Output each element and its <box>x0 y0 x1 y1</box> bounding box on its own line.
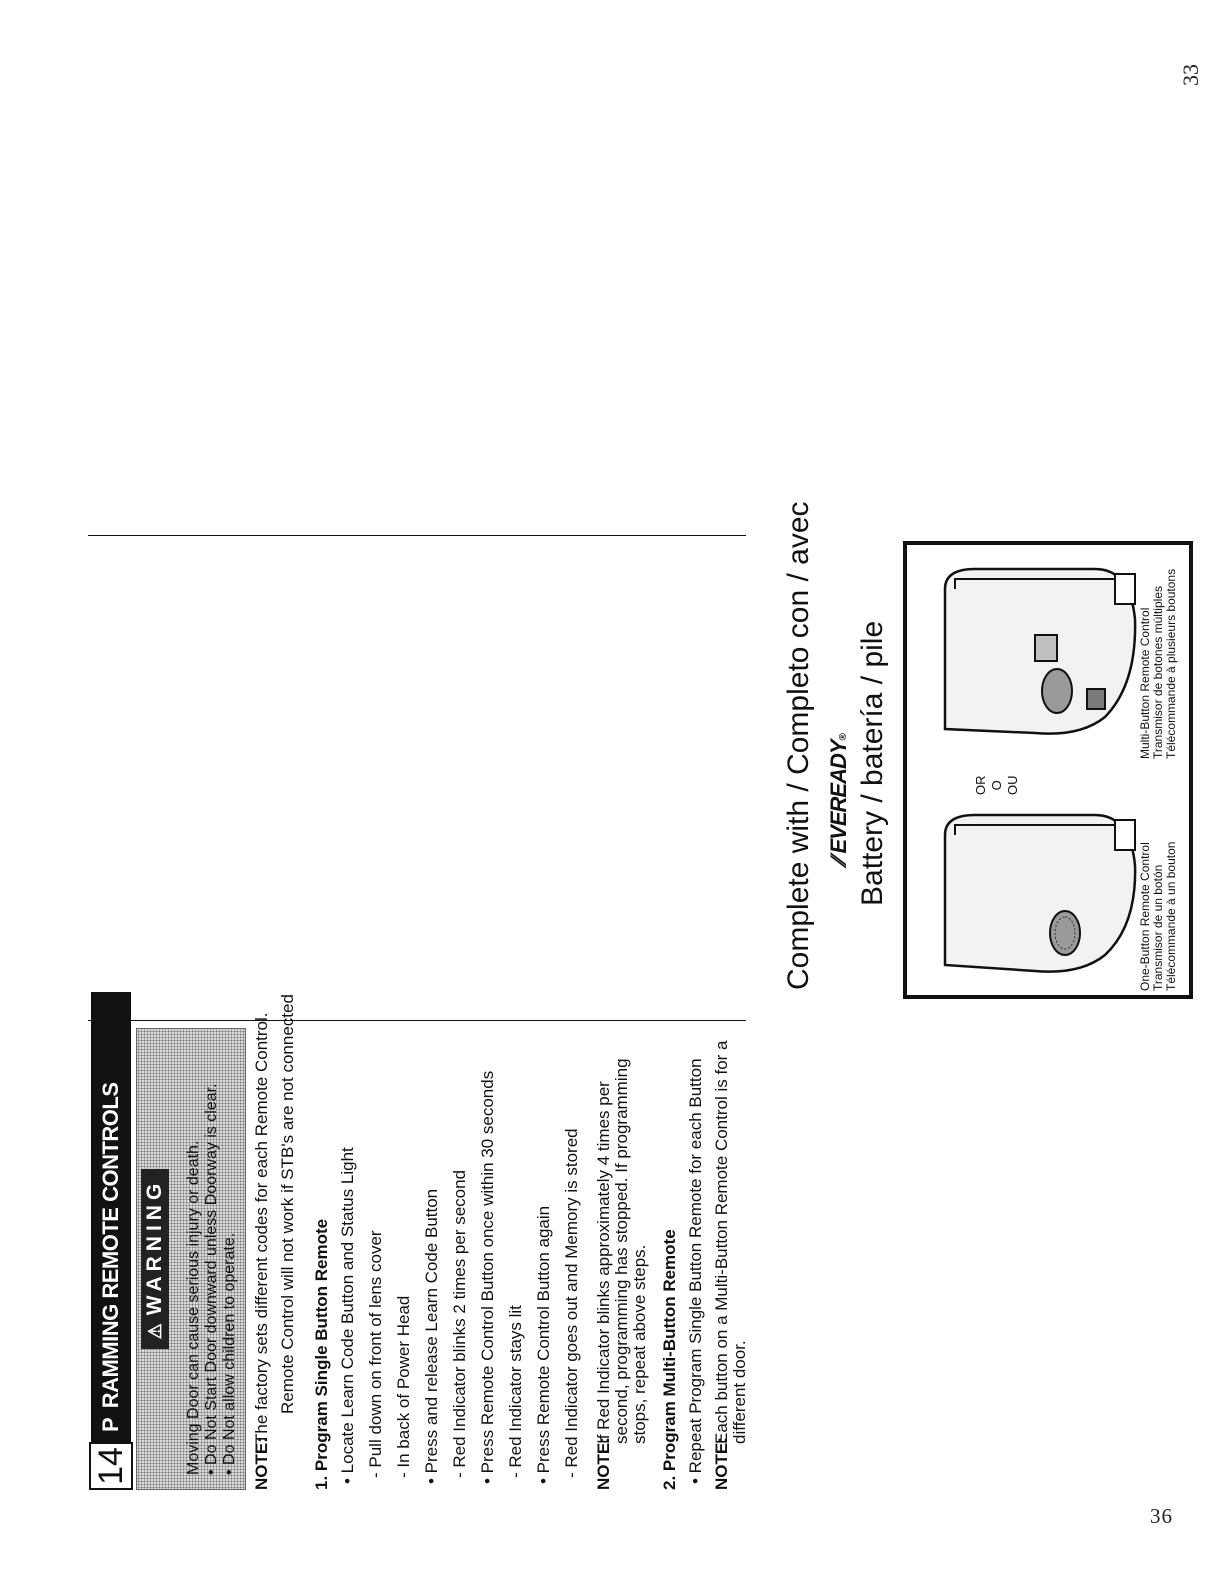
multi-button-caption: Multi-Button Remote Control Transmisor de botones múltiples Télécommande à plusieurs boutons <box>1138 568 1178 759</box>
note-text: stops, repeat above steps. <box>630 1244 649 1444</box>
warning-triangle-icon: ⚠ <box>144 1323 165 1340</box>
warning-title: WARNING <box>143 1178 166 1316</box>
list-item: - Pull down on front of lens cover <box>366 1230 385 1478</box>
list-item: - In back of Power Head <box>394 1295 413 1478</box>
note-text: second, programming has stopped. If programming <box>612 1058 631 1444</box>
eveready-mark-icon: ⁄⁄ <box>826 858 851 864</box>
list-item: • Press and release Learn Code Button <box>422 1188 441 1484</box>
warning-line: • Do Not Start Door downward unless Doorway is clear. <box>203 1083 220 1475</box>
note-text: If Red Indicator blinks approximately 4 times per <box>594 1081 613 1444</box>
page-number-top: 33 <box>1178 64 1203 86</box>
remotes-illustration <box>903 541 1193 999</box>
list-item: - Red Indicator goes out and Memory is stored <box>562 1128 581 1478</box>
section-number: 14 <box>89 1442 133 1490</box>
warning-line: • Do Not allow children to operate. <box>221 1232 238 1475</box>
list-item: • Locate Learn Code Button and Status Light <box>338 1147 357 1484</box>
battery-line-1: Complete with / Completo con / avec <box>782 501 815 990</box>
list-item: - Red Indicator blinks 2 times per second <box>450 1169 469 1478</box>
multi-button-remote-icon <box>915 559 1145 749</box>
step-title: 2. Program Multi-Button Remote <box>660 1229 679 1490</box>
instructions-column <box>90 10 840 1490</box>
note-label: NOTE: <box>712 1437 731 1490</box>
eveready-logo: ⁄⁄ EVEREADY® <box>826 734 851 864</box>
note-text: different door. <box>730 1340 749 1444</box>
note-text: Remote Control will not work if STB's are not connected <box>278 994 297 1414</box>
one-button-caption: One-Button Remote Control Transmisor de un botón Télécommande à un bouton <box>1138 841 1178 991</box>
section-header <box>90 992 132 1490</box>
note-text: Each button on a Multi-Button Remote Control is for a <box>712 1040 731 1444</box>
note-label: NOTE: <box>252 1437 271 1490</box>
list-item: - Red Indicator stays lit <box>506 1305 525 1478</box>
note-label: NOTE: <box>594 1437 613 1490</box>
page-number-bottom: 36 <box>1150 1504 1173 1528</box>
one-button-remote-icon <box>915 805 1145 985</box>
or-label: OR O OU <box>973 775 1020 795</box>
step-title: 1. Program Single Button Remote <box>312 1218 331 1490</box>
list-item: • Repeat Program Single Button Remote for each Button <box>686 1058 705 1484</box>
warning-line: Moving Door can cause serious injury or death. <box>185 1140 202 1475</box>
list-item: • Press Remote Control Button once within 30 seconds <box>478 1070 497 1484</box>
warning-badge <box>141 1169 169 1350</box>
battery-line-2: Battery / batería / pile <box>856 620 889 906</box>
section-title: P RAMMING REMOTE CONTROLS <box>91 992 131 1442</box>
note-text: The factory sets different codes for each Remote Control. <box>252 1012 271 1444</box>
warning-box <box>136 1028 246 1490</box>
list-item: • Press Remote Control Button again <box>534 1205 553 1484</box>
